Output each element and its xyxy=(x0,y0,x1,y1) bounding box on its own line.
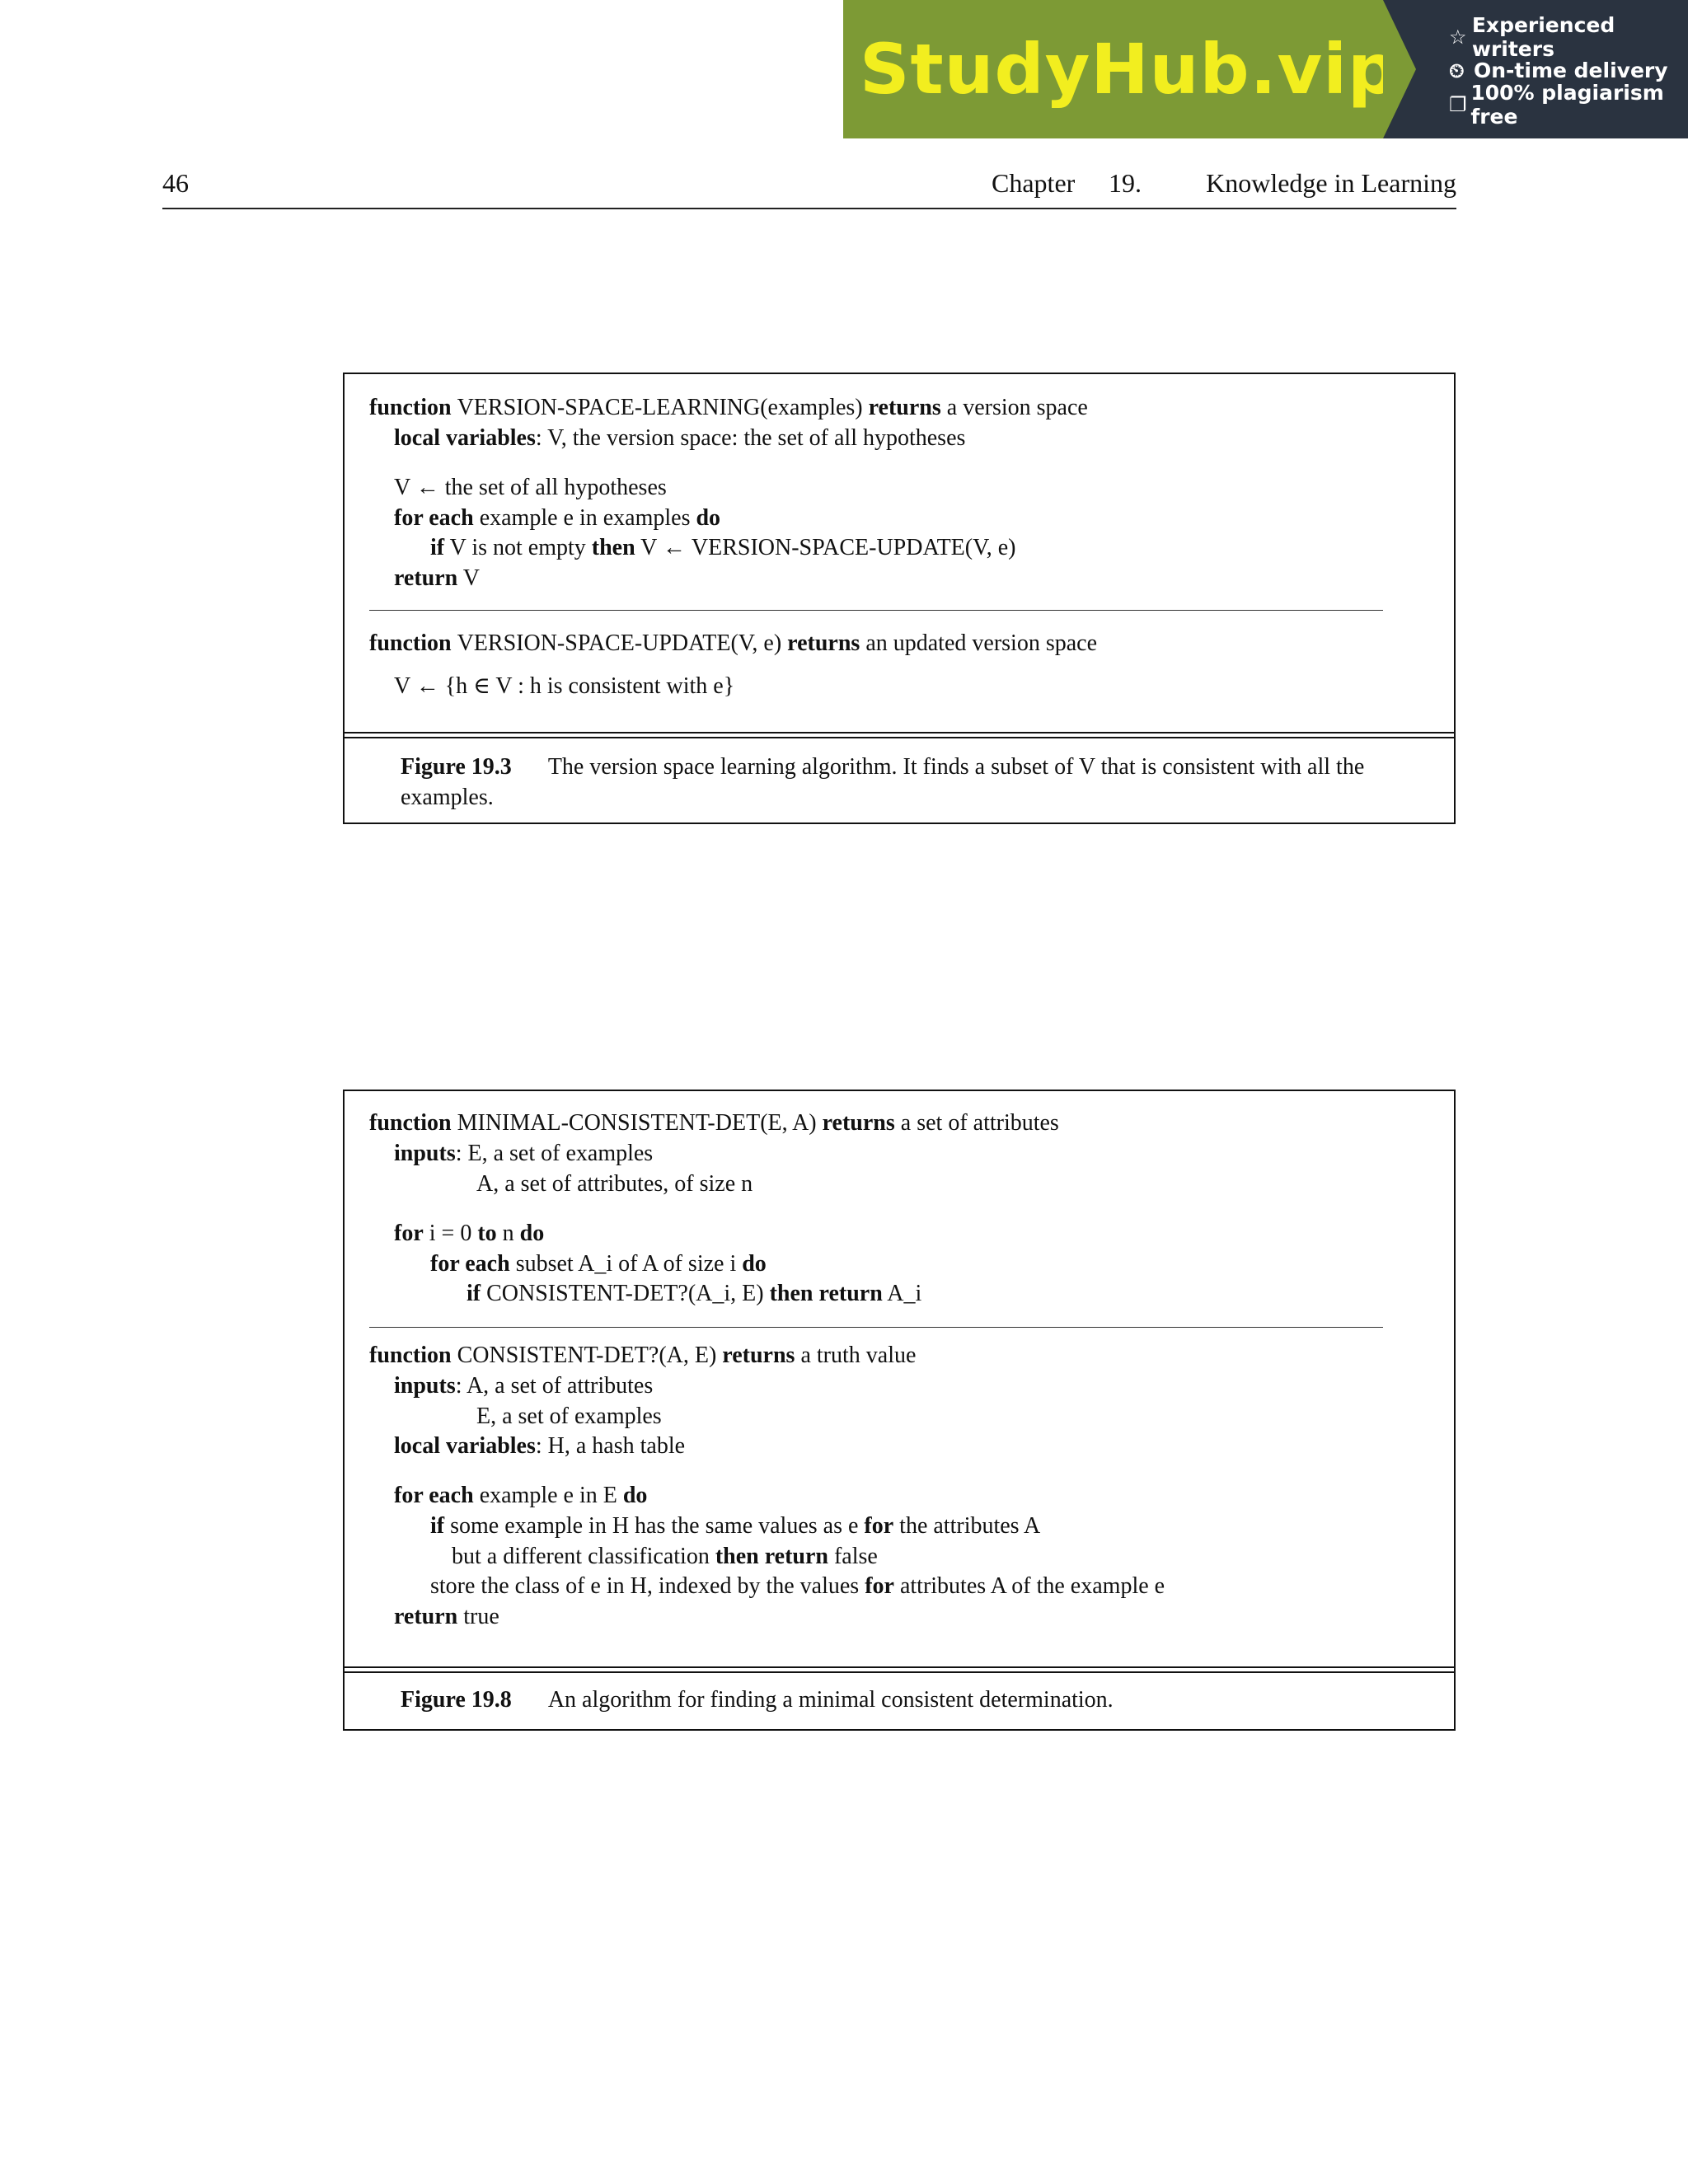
page-number: 46 xyxy=(162,168,189,198)
feature-text: On-time delivery xyxy=(1474,59,1668,82)
algo-line: function VERSION-SPACE-UPDATE(V, e) returns an updated version space xyxy=(369,630,1097,656)
double-rule xyxy=(345,1666,1454,1673)
algo-line: E, a set of examples xyxy=(476,1404,662,1429)
banner-features xyxy=(1383,0,1688,138)
feature-plagiarism-free xyxy=(1449,80,1688,129)
logo-text: StudyHub.vip xyxy=(860,29,1399,110)
copy-icon: ❐ xyxy=(1449,92,1467,116)
algo-line: for each example e in E do xyxy=(394,1483,648,1508)
separator-line xyxy=(369,610,1383,611)
algo-line: if CONSISTENT-DET?(A_i, E) then return A_i xyxy=(467,1281,922,1306)
algo-line: function CONSISTENT-DET?(A, E) returns a truth value xyxy=(369,1343,917,1368)
algo-line: return V xyxy=(394,565,480,591)
figure-19-3-box xyxy=(343,373,1456,824)
feature-experienced-writers xyxy=(1449,12,1688,61)
algo-line: inputs: E, a set of examples xyxy=(394,1141,654,1166)
chapter-title: Knowledge in Learning xyxy=(1206,168,1456,198)
algo-line: inputs: A, a set of attributes xyxy=(394,1373,654,1399)
caption-text: An algorithm for finding a minimal consistent determination. xyxy=(547,1687,1114,1713)
star-icon: ☆ xyxy=(1449,25,1467,49)
algo-line: for each example e in examples do xyxy=(394,505,721,531)
caption-label: Figure 19.3 xyxy=(401,754,512,780)
algo-line: but a different classification then return false xyxy=(452,1544,878,1569)
algo-line: for i = 0 to n do xyxy=(394,1221,545,1246)
algo-line: function MINIMAL-CONSISTENT-DET(E, A) returns a set of attributes xyxy=(369,1110,1059,1136)
chapter-number: 19. xyxy=(1109,168,1142,198)
algo-line: V ← {h ∈ V : h is consistent with e} xyxy=(394,673,735,699)
feature-text: Experienced writers xyxy=(1471,12,1615,61)
figure-19-8-box xyxy=(343,1090,1456,1731)
algo-line: if some example in H has the same values as e for the attributes A xyxy=(430,1513,1041,1539)
algo-line: V ← the set of all hypotheses xyxy=(394,475,667,500)
algo-line: store the class of e in H, indexed by the values for attributes A of the example e xyxy=(430,1573,1165,1599)
algo-line: local variables: V, the version space: the set of all hypotheses xyxy=(394,425,966,451)
caption-text: The version space learning algorithm. It finds a subset of V that is consistent with all the examples. xyxy=(401,754,1365,810)
figure-caption xyxy=(401,1685,1406,1715)
clock-icon: ⏲ xyxy=(1449,59,1465,82)
studyhub-banner[interactable] xyxy=(843,0,1688,138)
caption-label: Figure 19.8 xyxy=(401,1687,512,1713)
algo-line: for each subset A_i of A of size i do xyxy=(430,1251,767,1277)
feature-text: 100% plagiarism free xyxy=(1470,80,1664,129)
studyhub-logo xyxy=(843,0,1399,138)
algo-line: A, a set of attributes, of size n xyxy=(476,1171,753,1197)
algo-line: local variables: H, a hash table xyxy=(394,1433,686,1459)
algo-line: return true xyxy=(394,1604,499,1629)
separator-line xyxy=(369,1327,1383,1328)
double-rule xyxy=(345,732,1454,738)
algo-line: function VERSION-SPACE-LEARNING(examples) returns a version space xyxy=(369,395,1088,420)
running-header xyxy=(162,165,1456,209)
chapter-label: Chapter xyxy=(992,168,1076,198)
figure-caption xyxy=(401,752,1406,813)
algo-line: if V is not empty then V ← VERSION-SPACE-UPDATE(V, e) xyxy=(430,535,1016,560)
